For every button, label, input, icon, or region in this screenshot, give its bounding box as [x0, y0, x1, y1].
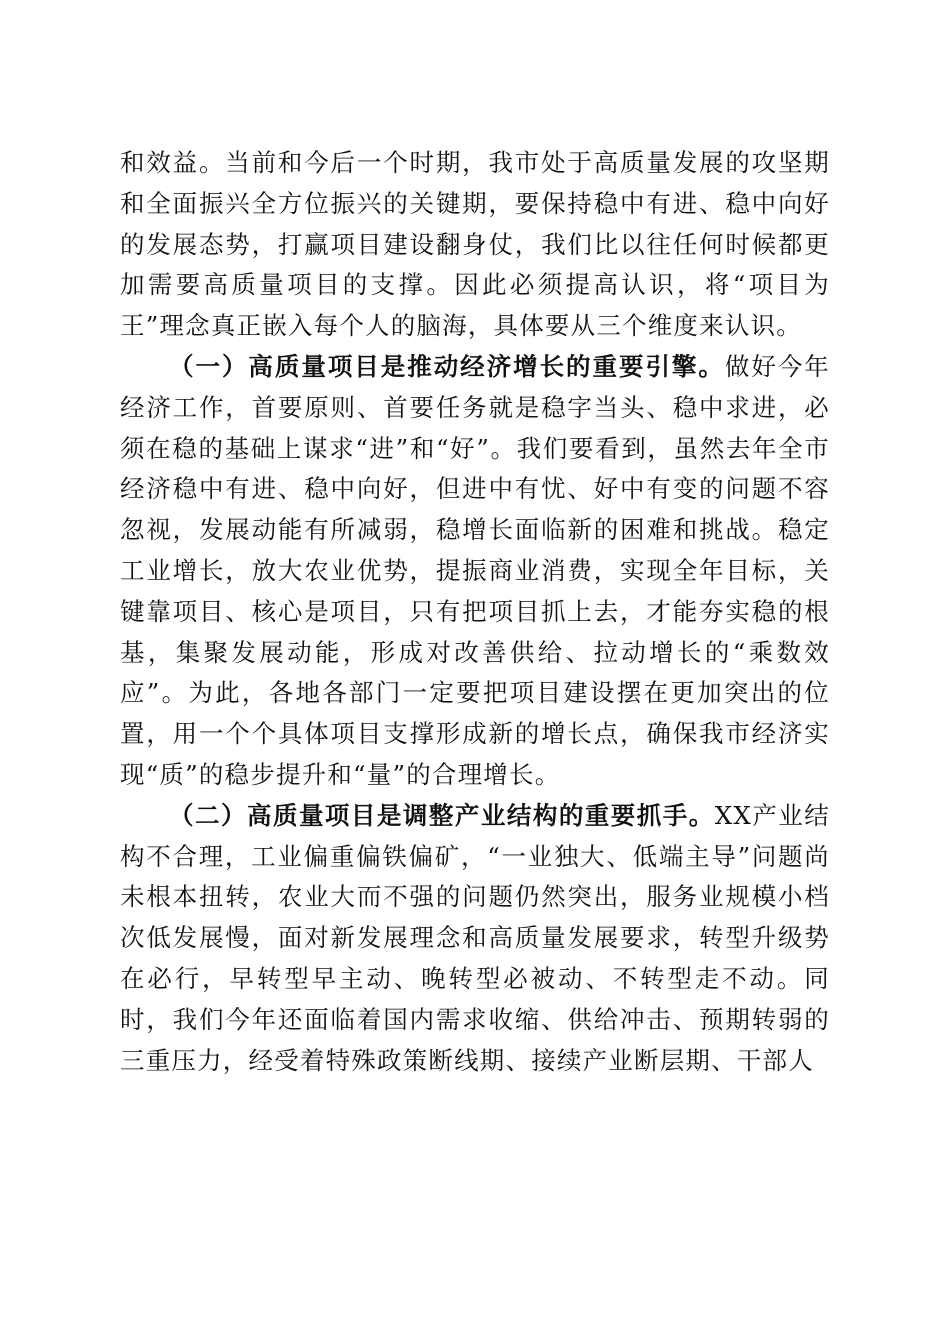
paragraph-section-1: [120, 347, 830, 796]
paragraph-section-2: [120, 796, 830, 1082]
section-1-text: 做好今年经济工作，首要原则、首要任务就是稳字当头、稳中求进，必须在稳的基础上谋求“进”和“好”。我们要看到，虽然去年全市经济稳中有进、稳中向好，但进中有忧、好中有变的问题不容忽视，发展动能有所减弱，稳增长面临新的困难和挑战。稳定工业增长，放大农业优势，提振商业消费，实现全年目标，关键靠项目、核心是项目，只有把项目抓上去，才能夯实稳的根基，集聚发展动能，形成对改善供给、拉动增长的“乘数效应”。为此，各地各部门一定要把项目建设摆在更加突出的位置，用一个个具体项目支撑形成新的增长点，确保我市经济实现“质”的稳步提升和“量”的合理增长。: [120, 351, 830, 789]
section-1-heading: （一）高质量项目是推动经济增长的重要引擎。: [169, 351, 725, 381]
section-2-text: XX产业结构不合理，工业偏重偏铁偏矿，“一业独大、低端主导”问题尚未根本扭转，农业大而不强的问题仍然突出，服务业规模小档次低发展慢，面对新发展理念和高质量发展要求，转型升级势在必行，早转型早主动、晚转型必被动、不转型走不动。同时，我们今年还面临着国内需求收缩、供给冲击、预期转弱的三重压力，经受着特殊政策断线期、接续产业断层期、干部人: [120, 800, 830, 1075]
section-2-heading: （二）高质量项目是调整产业结构的重要抓手。: [169, 800, 715, 830]
document-body: [120, 143, 830, 1081]
paragraph-intro-text: 和效益。当前和今后一个时期，我市处于高质量发展的攻坚期和全面振兴全方位振兴的关键期，要保持稳中有进、稳中向好的发展态势，打赢项目建设翻身仗，我们比以往任何时候都更加需要高质量项目的支撑。因此必须提高认识，将“项目为王”理念真正嵌入每个人的脑海，具体要从三个维度来认识。: [120, 148, 830, 341]
paragraph-intro: [120, 143, 830, 347]
